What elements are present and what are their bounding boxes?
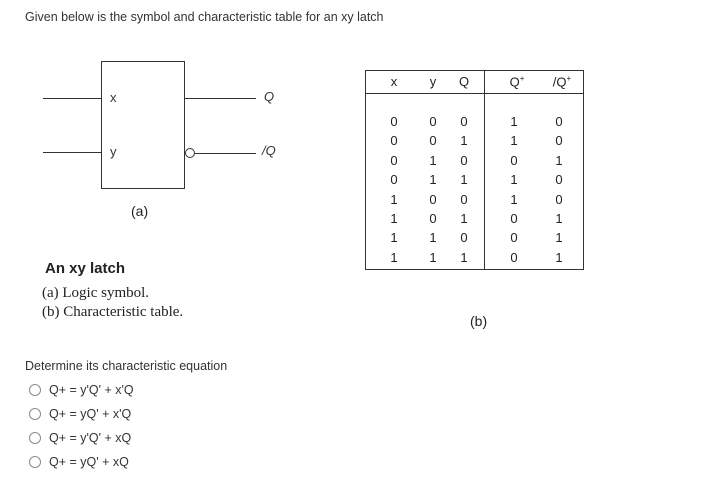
radio-button[interactable] <box>29 432 41 444</box>
table-header-divider <box>365 93 584 94</box>
header-qbar-next: /Q+ <box>552 74 572 90</box>
table-cell: 0 <box>555 191 563 207</box>
table-cell: 1 <box>555 249 563 265</box>
input-x-label: x <box>110 90 117 105</box>
question-text: Determine its characteristic equation <box>25 359 228 373</box>
table-cell: 0 <box>510 211 518 226</box>
output-qbar-wire <box>195 153 256 154</box>
legend-title: An xy latch <box>45 260 126 277</box>
table-cell: 0 <box>510 249 518 265</box>
input-x-wire <box>43 98 101 99</box>
table-cell: 1 <box>510 133 518 149</box>
table-caption: (b) <box>470 313 488 329</box>
legend-line-b: (b) Characteristic table. <box>42 304 184 320</box>
table-cell: 0 <box>555 114 563 129</box>
header-q: Q <box>458 74 470 89</box>
option-4[interactable] <box>29 453 129 471</box>
table-cell: 0 <box>390 152 398 168</box>
option-2[interactable] <box>29 405 131 423</box>
table-cell: 1 <box>555 211 563 226</box>
table-cell: 0 <box>510 152 518 168</box>
table-cell: 1 <box>510 191 518 207</box>
radio-button[interactable] <box>29 384 41 396</box>
table-column-divider <box>484 70 485 270</box>
inversion-bubble <box>185 148 195 158</box>
table-cell: 0 <box>510 230 518 246</box>
table-cell: 0 <box>460 114 468 129</box>
table-cell: 0 <box>460 230 468 246</box>
option-label: Q+ = yQ' + x'Q <box>49 407 132 421</box>
table-cell: 1 <box>429 249 437 265</box>
option-label: Q+ = yQ' + xQ <box>49 455 129 469</box>
option-label: Q+ = y'Q' + x'Q <box>49 383 134 397</box>
table-cell: 1 <box>390 191 398 207</box>
table-cell: 1 <box>390 249 398 265</box>
header-y: y <box>429 74 437 89</box>
header-q-next: Q+ <box>509 74 525 90</box>
table-cell: 0 <box>555 172 563 188</box>
table-cell: 0 <box>460 152 468 168</box>
output-q-wire <box>185 98 256 99</box>
table-cell: 1 <box>555 152 563 168</box>
option-1[interactable] <box>29 381 134 399</box>
table-cell: 0 <box>555 133 563 149</box>
table-cell: 1 <box>429 172 437 188</box>
symbol-caption: (a) <box>131 203 149 219</box>
output-q-label: Q <box>264 89 275 104</box>
table-cell: 0 <box>429 211 437 226</box>
table-cell: 0 <box>390 133 398 149</box>
input-y-wire <box>43 152 101 153</box>
radio-button[interactable] <box>29 456 41 468</box>
table-cell: 1 <box>460 211 468 226</box>
table-cell: 1 <box>429 152 437 168</box>
latch-box <box>101 61 185 189</box>
question-prompt: Given below is the symbol and characteristic table for an xy latch <box>25 10 384 24</box>
table-cell: 1 <box>460 172 468 188</box>
table-cell: 1 <box>390 230 398 246</box>
table-cell: 0 <box>429 133 437 149</box>
table-cell: 1 <box>460 249 468 265</box>
option-label: Q+ = y'Q' + xQ <box>49 431 132 445</box>
input-y-label: y <box>110 144 117 159</box>
output-qbar-label: /Q <box>262 143 276 158</box>
table-cell: 0 <box>460 191 468 207</box>
table-cell: 1 <box>555 230 563 246</box>
table-cell: 1 <box>429 230 437 246</box>
table-cell: 0 <box>390 114 398 129</box>
table-cell: 1 <box>390 211 398 226</box>
legend-line-a: (a) Logic symbol. <box>42 285 150 301</box>
table-cell: 1 <box>510 114 518 129</box>
table-cell: 1 <box>460 133 468 149</box>
table-cell: 0 <box>429 114 437 129</box>
radio-button[interactable] <box>29 408 41 420</box>
table-cell: 1 <box>510 172 518 188</box>
table-cell: 0 <box>429 191 437 207</box>
table-cell: 0 <box>390 172 398 188</box>
header-x: x <box>390 74 398 89</box>
option-3[interactable] <box>29 429 131 447</box>
